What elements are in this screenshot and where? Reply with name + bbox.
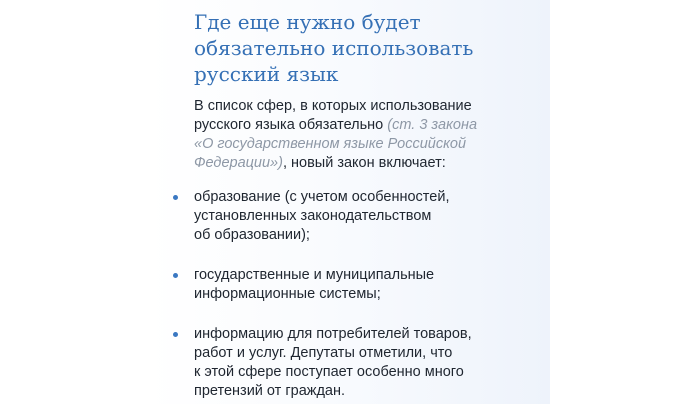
list-item-line: претензий от граждан. — [194, 383, 346, 399]
intro-line: В список сфер, в которых использование — [194, 98, 472, 114]
list-item-line: к этой сфере поступает особенно много — [194, 364, 464, 380]
list-item-line: об образовании); — [194, 227, 310, 243]
law-citation: (ст. 3 закона — [387, 117, 478, 133]
law-citation: «О государственном языке Российской — [194, 136, 467, 152]
intro-text: , новый закон включает: — [282, 155, 446, 171]
article-card — [148, 0, 550, 404]
list-item — [170, 188, 542, 245]
heading-line: Где еще нужно будет — [194, 10, 421, 34]
bullet-icon — [173, 332, 178, 337]
intro-paragraph — [194, 97, 544, 173]
list-item-line: информационные системы; — [194, 286, 381, 302]
heading-line: русский язык — [194, 62, 339, 86]
list-item-line: информацию для потребителей товаров, — [194, 326, 472, 342]
list-item-line: работ и услуг. Депутаты отметили, что — [194, 345, 453, 361]
list-item — [170, 266, 542, 304]
heading-line: обязательно использовать — [194, 36, 474, 60]
list-item — [170, 325, 542, 401]
law-citation: Федерации») — [194, 155, 283, 171]
bullet-icon — [173, 195, 178, 200]
list-item-line: государственные и муниципальные — [194, 267, 435, 283]
spheres-list — [170, 188, 542, 401]
intro-text: русского языка обязательно — [194, 117, 388, 133]
article-heading — [194, 9, 534, 87]
intro-line — [194, 154, 544, 173]
bullet-icon — [173, 273, 178, 278]
list-item-line: образование (с учетом особенностей, — [194, 189, 450, 205]
list-item-line: установленных законодательством — [194, 208, 432, 224]
intro-line — [194, 116, 544, 135]
